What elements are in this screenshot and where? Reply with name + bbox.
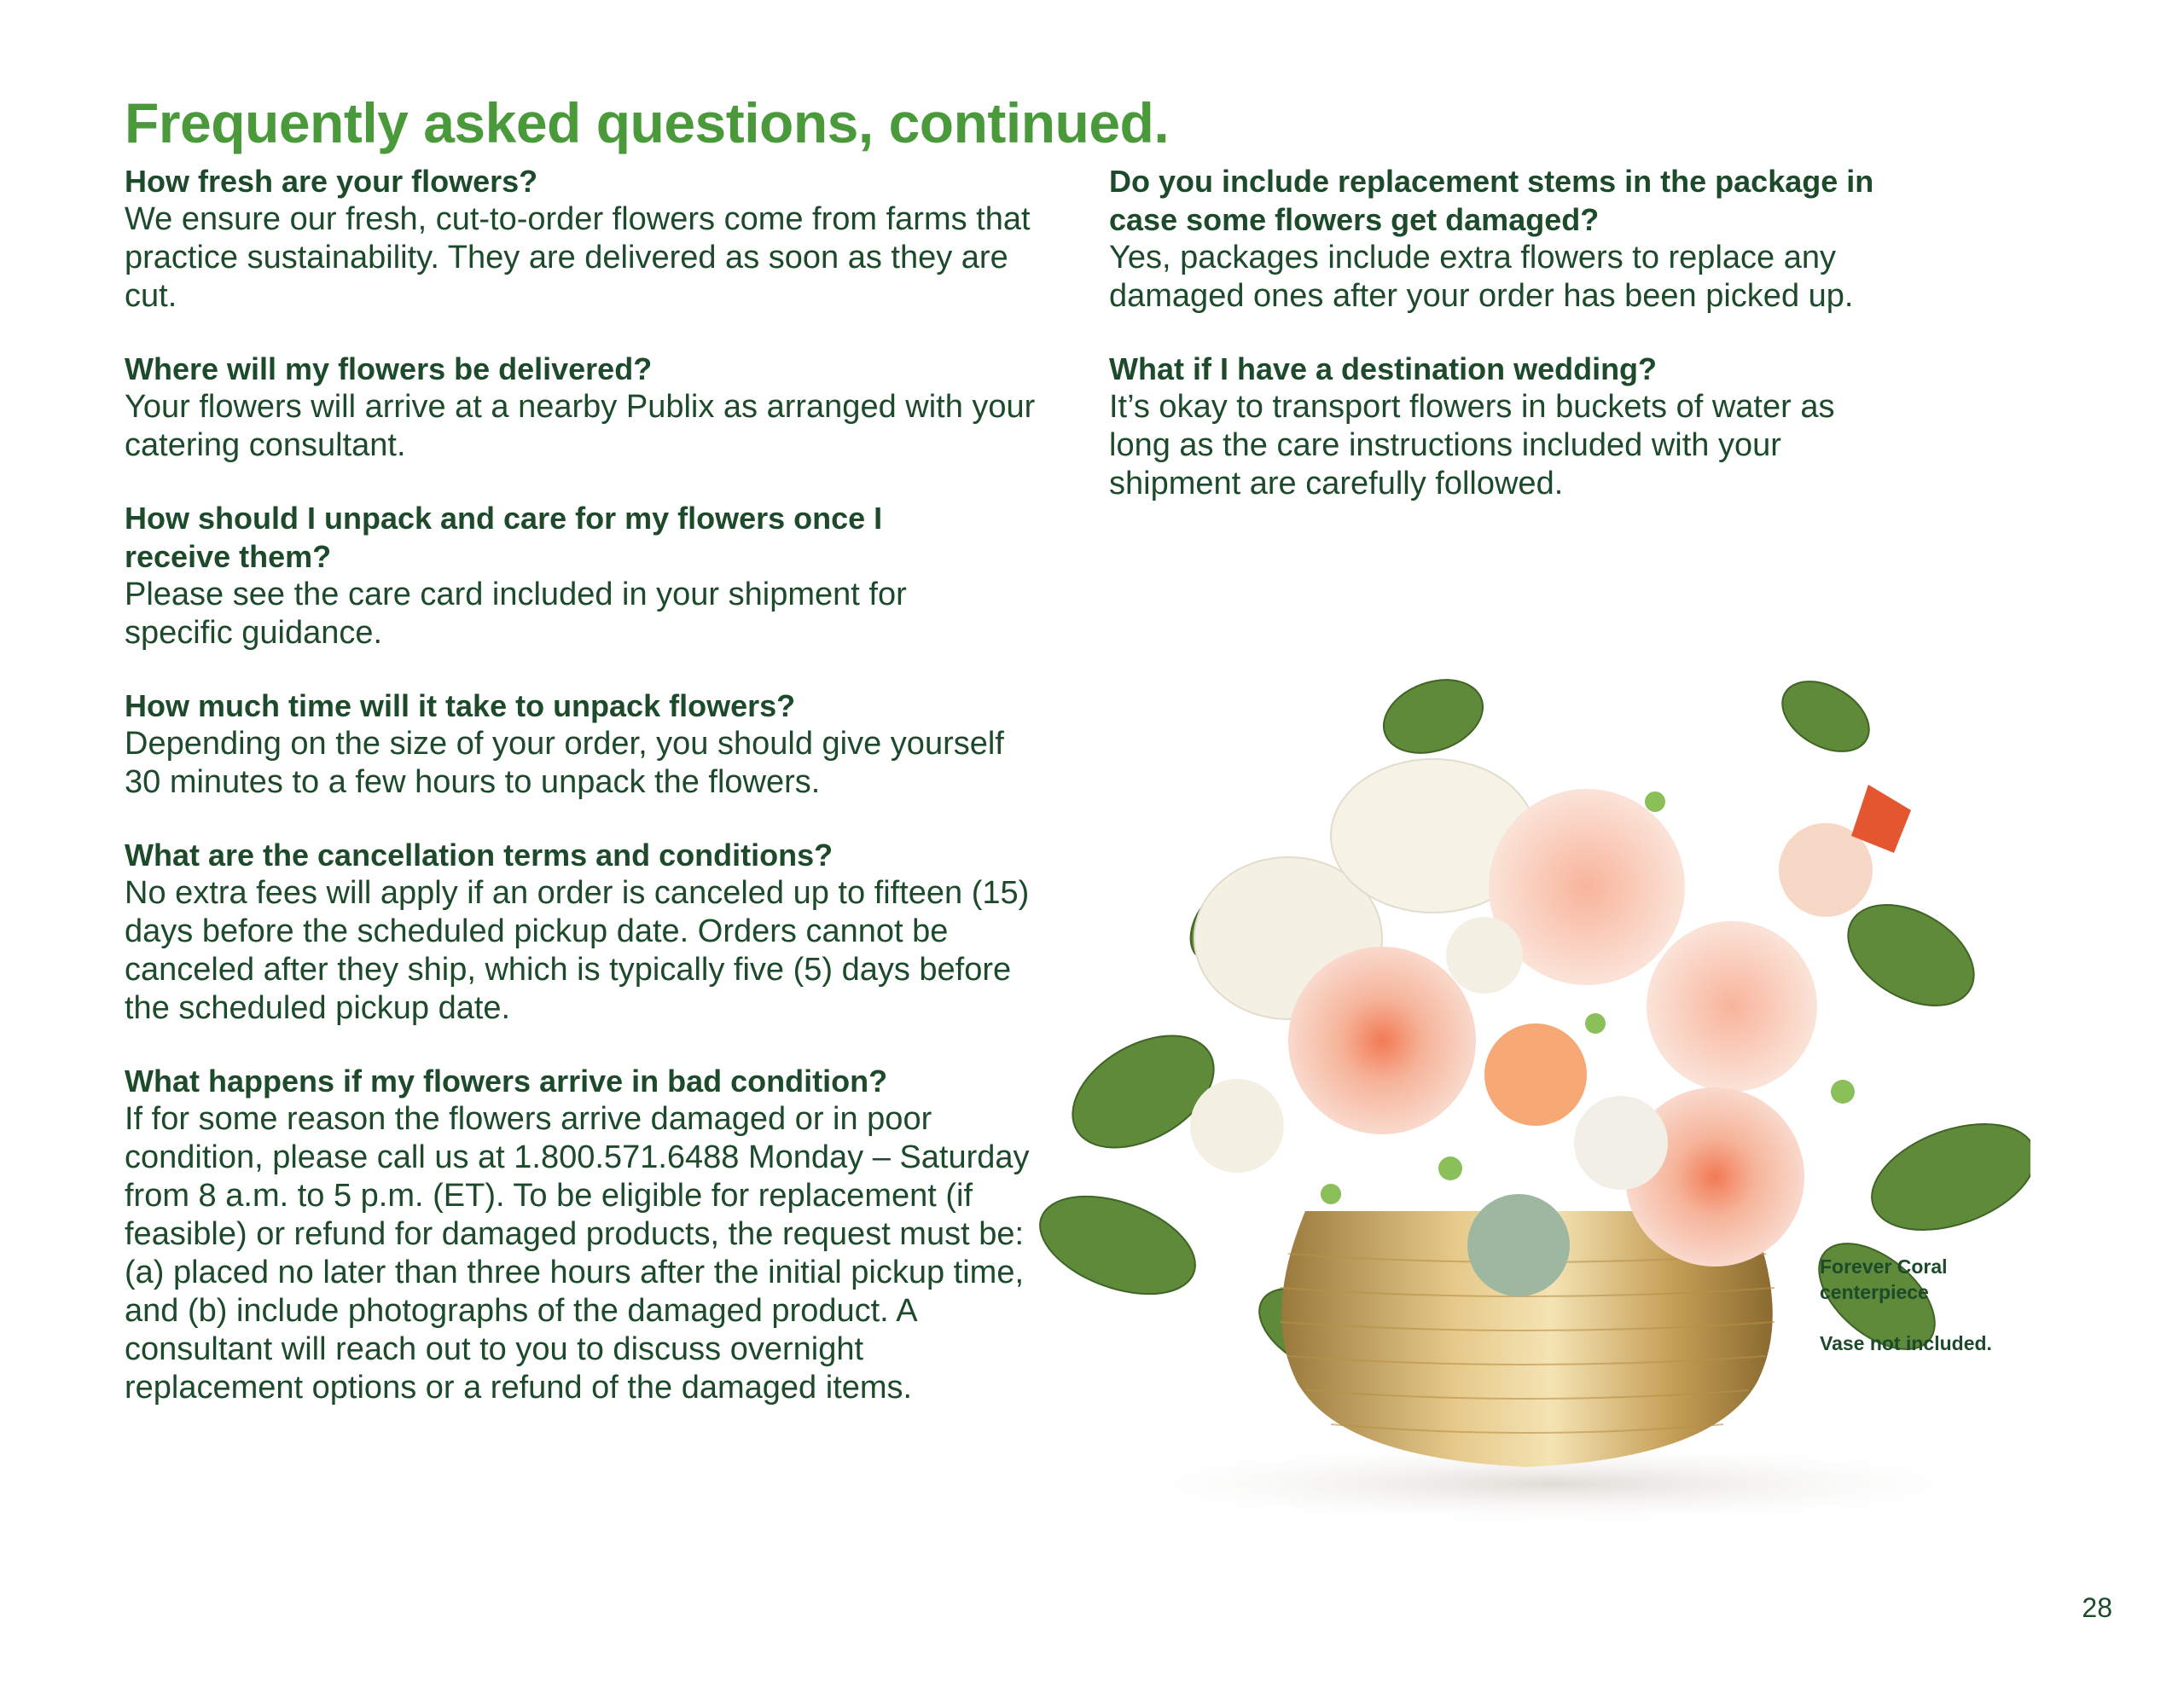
- faq-answer: Yes, packages include extra flowers to replace any damaged ones after your order has been picked up.: [1109, 240, 1854, 314]
- caption-product-name: Forever Coral centerpiece: [1820, 1255, 1948, 1303]
- faq-question: What if I have a destination wedding?: [1109, 351, 1658, 386]
- faq-item: [125, 350, 1037, 465]
- faq-question: How should I unpack and care for my flowers once I receive them?: [125, 501, 883, 574]
- faq-item: [125, 499, 1037, 652]
- faq-question: How fresh are your flowers?: [125, 164, 538, 199]
- faq-item: [125, 687, 1037, 802]
- faq-answer: If for some reason the flowers arrive damaged or in poor condition, please call us at 1.800.571.6488 Monday – Saturday from 8 a.m. to 5 p.m. (ET). To be eligible for replacement (if feasible) or refund for damaged products, the request must be: (a) placed no later than three hours after the initial pickup time, and (b) include photographs of the damaged product. A consultant will reach out to you to discuss overnight replacement options or a refund of the damaged items.: [125, 1101, 1030, 1406]
- faq-item: [125, 162, 1037, 316]
- caption-note: Vase not included.: [1820, 1332, 1992, 1354]
- faq-question: What are the cancellation terms and conditions?: [125, 838, 834, 872]
- faq-left-column: [125, 162, 1037, 1441]
- page-title: Frequently asked questions, continued.: [125, 91, 1170, 154]
- faq-question: How much time will it take to unpack flowers?: [125, 688, 796, 723]
- faq-answer: It’s okay to transport flowers in buckets of water as long as the care instructions included with your shipment are carefully followed.: [1109, 389, 1835, 501]
- faq-question: Do you include replacement stems in the package in case some flowers get damaged?: [1109, 164, 1874, 237]
- faq-item: [125, 1062, 1037, 1407]
- faq-right-column: [1109, 162, 1962, 537]
- faq-answer: We ensure our fresh, cut-to-order flowers come from farms that practice sustainability. They are delivered as soon as they are cut.: [125, 201, 1031, 314]
- faq-answer: Please see the care card included in your shipment for specific guidance.: [125, 577, 907, 651]
- faq-item: [1109, 350, 1962, 503]
- photo-caption: [1820, 1254, 2042, 1356]
- page-number: 28: [2082, 1592, 2112, 1623]
- faq-answer: Depending on the size of your order, you should give yourself 30 minutes to a few hours to unpack the flowers.: [125, 726, 1004, 800]
- faq-item: [125, 836, 1037, 1028]
- centerpiece-photo: [1007, 546, 2030, 1535]
- flower-cluster: [1190, 759, 1911, 1296]
- faq-question: What happens if my flowers arrive in bad condition?: [125, 1064, 888, 1099]
- faq-answer: Your flowers will arrive at a nearby Publix as arranged with your catering consultant.: [125, 389, 1036, 463]
- faq-item: [1109, 162, 1962, 316]
- faq-answer: No extra fees will apply if an order is canceled up to fifteen (15) days before the scheduled pickup date. Orders cannot be canceled after they ship, which is typically five (5) days before the scheduled pickup date.: [125, 875, 1030, 1026]
- faq-question: Where will my flowers be delivered?: [125, 351, 653, 386]
